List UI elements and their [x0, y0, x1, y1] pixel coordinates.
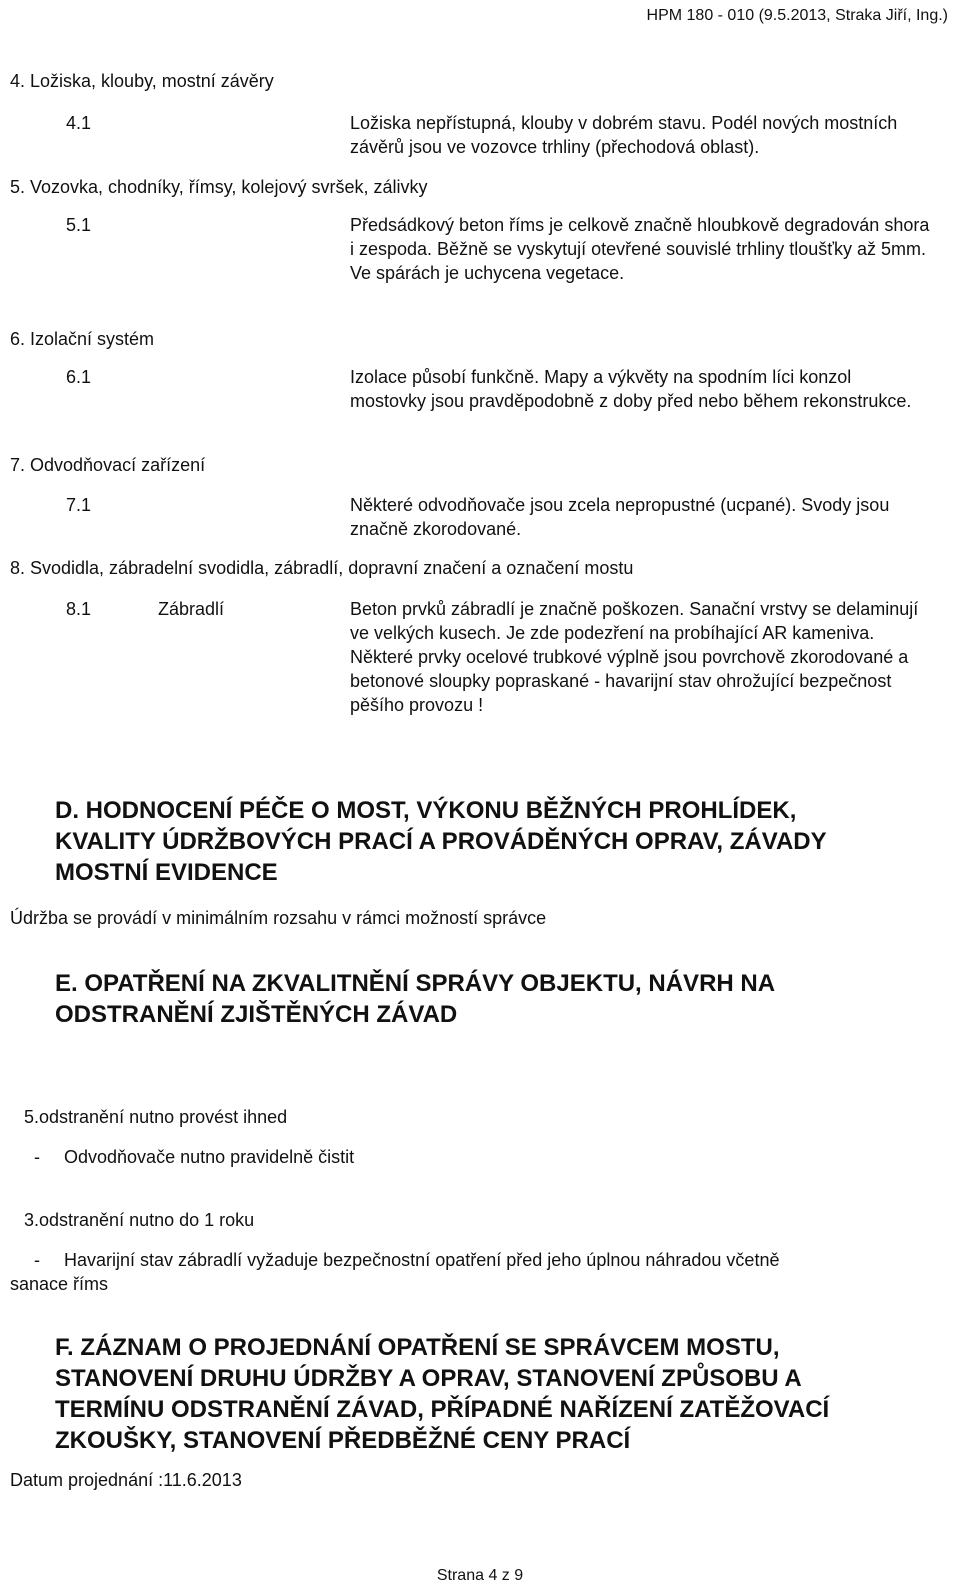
item-8-1-label: Zábradlí [158, 599, 225, 619]
section-e-heading-line-2: ODSTRANĚNÍ ZJIŠTĚNÝCH ZÁVAD [55, 1001, 458, 1028]
item-5-1-number: 5.1 [66, 215, 92, 235]
section-d-text: Údržba se provádí v minimálním rozsahu v rámci možností správce [10, 908, 547, 928]
item-6-1-number: 6.1 [66, 367, 92, 387]
removal-group-1-item: Odvodňovače nutno pravidelně čistit [64, 1147, 355, 1167]
section-f-heading-line-2: STANOVENÍ DRUHU ÚDRŽBY A OPRAV, STANOVENÍ ZPŮSOBU A [55, 1365, 802, 1392]
removal-group-2-dash: - [34, 1250, 40, 1270]
section-d-heading-line-2: KVALITY ÚDRŽBOVÝCH PRACÍ A PROVÁDĚNÝCH OPRAV, ZÁVADY [55, 828, 827, 855]
removal-group-2-title: 3.odstranění nutno do 1 roku [24, 1210, 255, 1230]
item-4-1-number: 4.1 [66, 113, 92, 133]
item-6-1-text: Izolace působí funkčně. Mapy a výkvěty na spodním líci konzol mostovky jsou pravděpodobně z doby před nebo během rekonstrukce. [350, 367, 912, 411]
item-8-1-text: Beton prvků zábradlí je značně poškozen. Sanační vrstvy se delaminují ve velkých kusech. Je zde podezření na probíhající AR kameniva. Některé prvky ocelové trubkové výplně jsou povrchově zkorodované a betonové sloupky popraskané - havarijní stav ohrožující bezpečnost pěšího provozu ! [350, 599, 919, 715]
section-4-title: 4. Ložiska, klouby, mostní závěry [10, 71, 274, 91]
section-5-title: 5. Vozovka, chodníky, římsy, kolejový svršek, zálivky [10, 177, 428, 197]
item-4-1-text: Ložiska nepřístupná, klouby v dobrém stavu. Podél nových mostních závěrů jsou ve vozovce trhliny (přechodová oblast). [350, 113, 898, 157]
removal-group-1-dash: - [34, 1147, 40, 1167]
item-7-1-text: Některé odvodňovače jsou zcela nepropustné (ucpané). Svody jsou značně zkorodované. [350, 495, 890, 539]
section-8-title: 8. Svodidla, zábradelní svodidla, zábradlí, dopravní značení a označení mostu [10, 558, 634, 578]
section-f-heading-line-4: ZKOUŠKY, STANOVENÍ PŘEDBĚŽNÉ CENY PRACÍ [55, 1427, 631, 1454]
section-d-heading-line-1: D. HODNOCENÍ PÉČE O MOST, VÝKONU BĚŽNÝCH PROHLÍDEK, [55, 797, 797, 824]
meeting-date: Datum projednání :11.6.2013 [10, 1470, 242, 1490]
section-7-title: 7. Odvodňovací zařízení [10, 455, 206, 475]
section-6-title: 6. Izolační systém [10, 329, 155, 349]
page-number: Strana 4 z 9 [436, 1567, 524, 1584]
section-e-heading-line-1: E. OPATŘENÍ NA ZKVALITNĚNÍ SPRÁVY OBJEKTU, NÁVRH NA [55, 970, 776, 997]
removal-group-2-item-line-2: sanace říms [10, 1274, 109, 1294]
section-f-heading-line-3: TERMÍNU ODSTRANĚNÍ ZÁVAD, PŘÍPADNÉ NAŘÍZENÍ ZATĚŽOVACÍ [55, 1396, 830, 1423]
section-d-heading-line-3: MOSTNÍ EVIDENCE [55, 859, 278, 886]
item-8-1-number: 8.1 [66, 599, 92, 619]
removal-group-1-title: 5.odstranění nutno provést ihned [24, 1107, 288, 1127]
page-header: HPM 180 - 010 (9.5.2013, Straka Jiří, Ing.) [646, 7, 948, 24]
item-5-1-text: Předsádkový beton říms je celkově značně hloubkově degradován shora i zespoda. Běžně se vyskytují otevřené souvislé trhliny tloušťky až 5mm. Ve spárách je uchycena vegetace. [350, 215, 930, 283]
removal-group-2-item-line-1: Havarijní stav zábradlí vyžaduje bezpečnostní opatření před jeho úplnou náhradou včetně [64, 1250, 780, 1270]
item-7-1-number: 7.1 [66, 495, 92, 515]
section-f-heading-line-1: F. ZÁZNAM O PROJEDNÁNÍ OPATŘENÍ SE SPRÁVCEM MOSTU, [55, 1334, 780, 1361]
